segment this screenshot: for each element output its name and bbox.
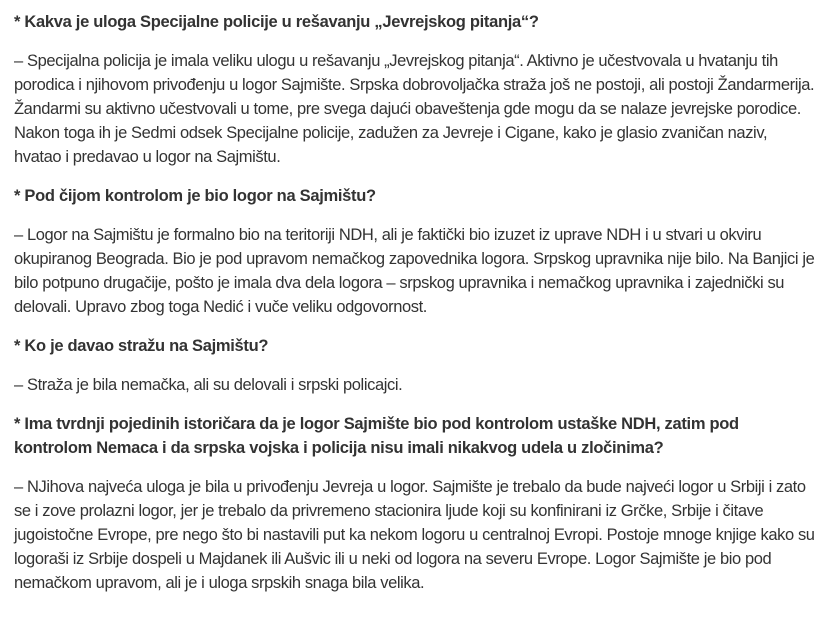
interview-answer: – Specijalna policija je imala veliku ulogu u rešavanju „Jevrejskog pitanja“. Aktivno je učestvovala u hvatanju tih porodica i njihovom privođenju u logor Sajmište. Srpska dobrovoljačka straža još ne postoji, ali postoji Žandarmerija. Žandarmi su aktivno učestvovali u tome, pre svega dajući obaveštenja gde mogu da se nalaze jevrejske porodice. Nakon toga ih je Sedmi odsek Specijalne policije, zadužen za Jevreje i Cigane, kako je glasio zvaničan naziv, hvatao i predavao u logor na Sajmištu.	[14, 52, 815, 166]
interview-answer: – Straža je bila nemačka, ali su delovali i srpski policajci.	[14, 376, 403, 394]
interview-answer: – Logor na Sajmištu je formalno bio na teritoriji NDH, ali je faktički bio izuzet iz uprave NDH i u stvari u okviru okupiranog Beograda. Bio je pod upravom nemačkog zapovednika logora. Srpskog upravnika nije bilo. Na Banjici je bilo potpuno drugačije, pošto je imala dva dela logora – srpskog upravnika i nemačkog upravnika i zajednički su delovali. Upravo zbog toga Nedić i vuče veliku odgovornost.	[14, 226, 815, 316]
interview-question: * Ko je davao stražu na Sajmištu?	[14, 337, 269, 355]
interview-answer: – NJihova najveća uloga je bila u privođenju Jevreja u logor. Sajmište je trebalo da bude najveći logor u Srbiji i zato se i zove prolazni logor, jer je trebalo da privremeno stacionira ljude koji su konfinirani iz Grčke, Srbije i čitave jugoistočne Evrope, pre nego što bi nastavili put ka nekom logoru u centralnoj Evropi. Postoje mnoge knjige kako su logoraši iz Srbije dospeli u Majdanek ili Aušvic ili u neki od logora na severu Evrope. Logor Sajmište je bio pod nemačkom upravom, ali je i uloga srpskih snaga bila velika.	[14, 478, 815, 592]
interview-question: * Kakva je uloga Specijalne policije u rešavanju „Jevrejskog pitanja“?	[14, 13, 539, 31]
interview-question: * Pod čijom kontrolom je bio logor na Sajmištu?	[14, 187, 376, 205]
interview-question: * Ima tvrdnji pojedinih istoričara da je logor Sajmište bio pod kontrolom ustaške NDH, zatim pod kontrolom Nemaca i da srpska vojska i policija nisu imali nikakvog udela u zločinima?	[14, 415, 739, 457]
